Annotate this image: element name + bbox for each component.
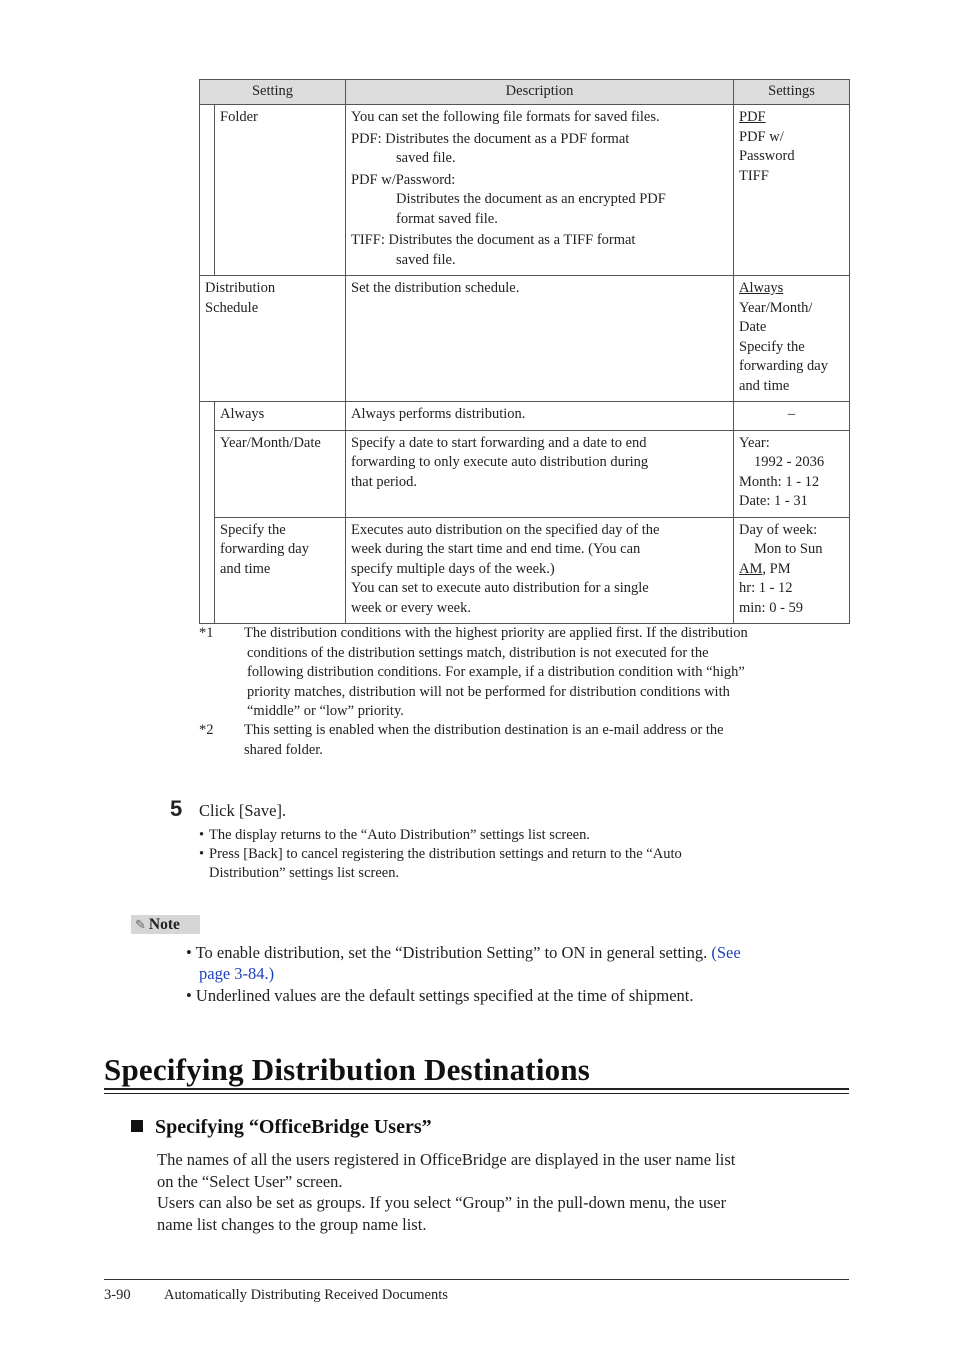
table-row-schedule	[200, 276, 850, 402]
options-always: –	[734, 402, 850, 431]
table-row-ymd	[200, 430, 850, 517]
indent-cell	[200, 517, 215, 624]
header-description: Description	[346, 80, 734, 105]
see-page-link[interactable]: (See	[711, 943, 741, 962]
note-badge: ✎ Note	[131, 915, 200, 934]
settings-table	[199, 79, 850, 624]
desc-specify: Executes auto distribution on the specified day of the week during the start time and end time. (You can specify multiple days of the week.) You can set to execute auto distribution for a single week or every week.	[346, 517, 734, 624]
desc-always: Always performs distribution.	[346, 402, 734, 431]
setting-ymd: Year/Month/Date	[215, 430, 346, 517]
setting-always: Always	[215, 402, 346, 431]
page-number: 3-90	[104, 1287, 131, 1303]
table-row-always	[200, 402, 850, 431]
footnote-mark-2: *2	[199, 722, 214, 738]
step-number: 5	[170, 796, 183, 821]
default-am: AM	[739, 560, 763, 577]
title-rule	[104, 1088, 849, 1090]
bullet-icon: •	[199, 827, 205, 843]
note-item-2: • Underlined values are the default settings specified at the time of shipment.	[186, 986, 694, 1005]
setting-schedule: Distribution Schedule	[200, 276, 346, 402]
header-settings: Settings	[734, 80, 850, 105]
note-item-1: • To enable distribution, set the “Distribution Setting” to ON in general setting. (See page 3-84.)	[186, 943, 741, 983]
step-bullet-1: • The display returns to the “Auto Distribution” settings list screen.	[199, 827, 590, 843]
section-title: Specifying Distribution Destinations	[104, 1052, 591, 1087]
title-rule-thin	[104, 1093, 849, 1094]
options-folder: PDF PDF w/ Password TIFF	[734, 105, 850, 276]
header-setting: Setting	[200, 80, 346, 105]
indent-cell	[200, 105, 215, 276]
options-schedule: Always Year/Month/ Date Specify the forwarding day and time	[734, 276, 850, 402]
footer-rule	[104, 1279, 849, 1280]
desc-folder: You can set the following file formats for saved files. PDF: Distributes the document as a PDF format saved file. PDF w/Password: Distributes the document as an encrypted PDF format saved file. TIFF: Distributes the document as a TIFF format saved file.	[346, 105, 734, 276]
options-specify: Day of week: Mon to Sun AM, PM hr: 1 - 12 min: 0 - 59	[734, 517, 850, 624]
step-text: Click [Save].	[199, 801, 287, 820]
pencil-icon: ✎	[135, 917, 146, 932]
bullet-icon: •	[186, 943, 192, 962]
indent-cell	[200, 402, 215, 431]
indent-cell	[200, 430, 215, 517]
subsection-title: Specifying “OfficeBridge Users”	[131, 1116, 432, 1139]
table-row-folder	[200, 105, 850, 276]
footnote-mark-1: *1	[199, 625, 214, 641]
section-paragraph: The names of all the users registered in OfficeBridge are displayed in the user name list on the “Select User” screen. Users can also be set as groups. If you select “Group” in the pull-down menu, the user name list changes to the group name list.	[157, 1150, 736, 1234]
setting-folder: Folder	[215, 105, 346, 276]
table-row-specify	[200, 517, 850, 624]
bullet-icon: •	[199, 846, 205, 862]
step-bullet-2: • Press [Back] to cancel registering the distribution settings and return to the “Auto Distribution” settings list screen.	[199, 846, 682, 881]
options-ymd: Year: 1992 - 2036 Month: 1 - 12 Date: 1 - 31	[734, 430, 850, 517]
footer-title: Automatically Distributing Received Documents	[164, 1287, 448, 1303]
footnote-1: The distribution conditions with the highest priority are applied first. If the distribution conditions of the distribution settings match, distribution is not executed for the following distribution conditions. For example, if a distribution condition with “high” priority matches, distribution will not be performed for distribution conditions with “middle” or “low” priority.	[244, 625, 748, 719]
square-bullet-icon	[131, 1120, 143, 1132]
desc-ymd: Specify a date to start forwarding and a date to end forwarding to only execute auto distribution during that period.	[346, 430, 734, 517]
desc-schedule: Set the distribution schedule.	[346, 276, 734, 402]
bullet-icon: •	[186, 986, 192, 1005]
setting-specify: Specify the forwarding day and time	[215, 517, 346, 624]
footnote-2: This setting is enabled when the distribution destination is an e-mail address or the shared folder.	[244, 722, 724, 758]
table-header-row	[200, 80, 850, 105]
see-page-link-cont[interactable]: page 3-84.)	[199, 964, 275, 983]
